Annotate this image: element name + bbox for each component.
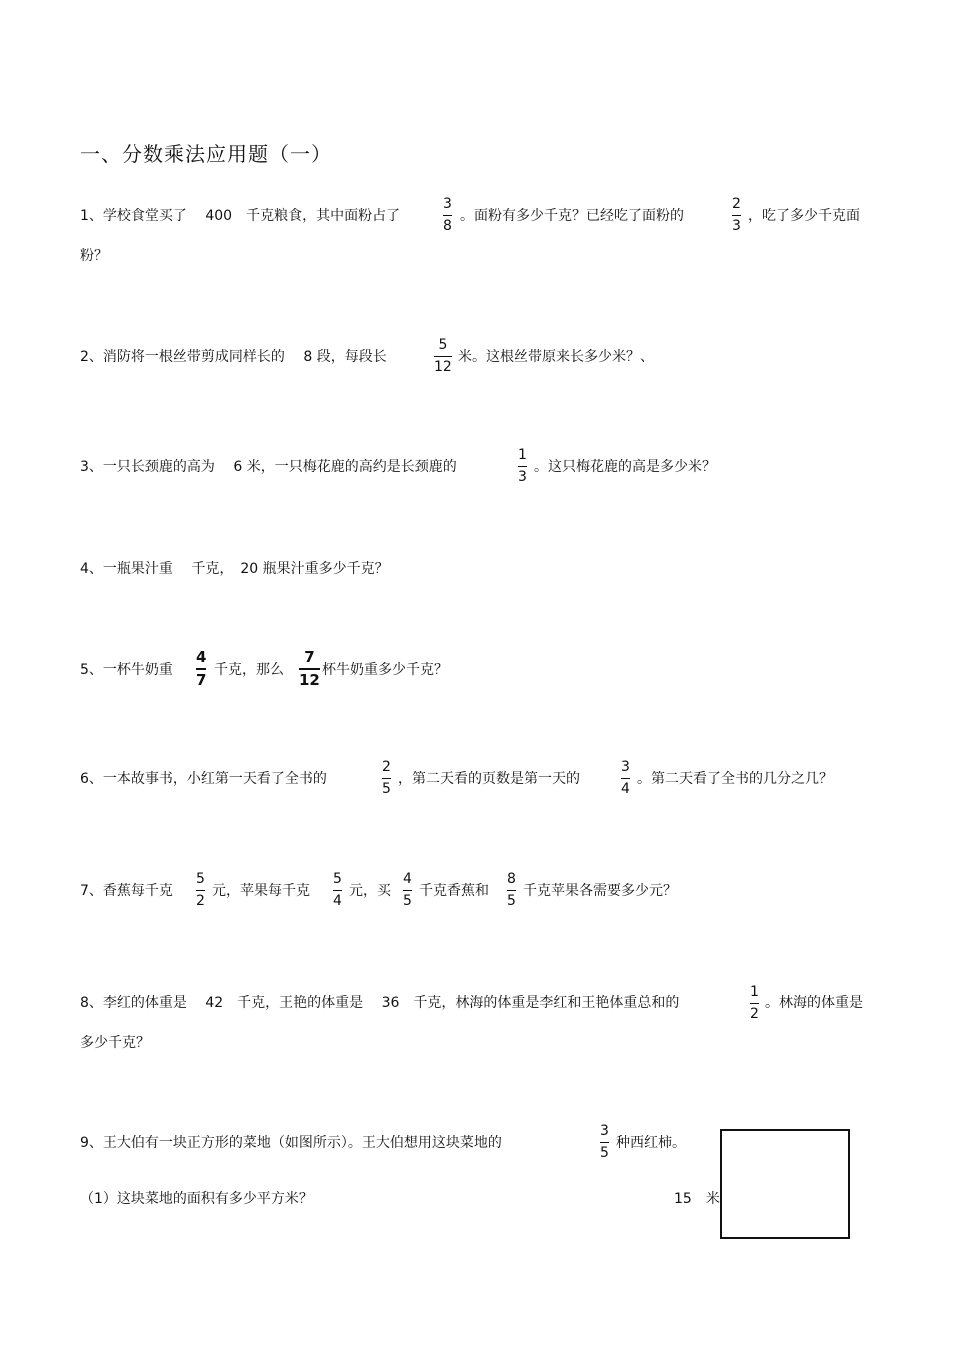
q7-text-d: 千克香蕉和 [419, 883, 489, 899]
q1-text-a: 1、学校食堂买了 400 千克粮食，其中面粉占了 [80, 208, 401, 224]
numerator: 5 [438, 337, 448, 353]
q3-text-a: 3、一只长颈鹿的高为 6 米，一只梅花鹿的高约是长颈鹿的 [80, 459, 457, 475]
numerator: 8 [507, 871, 516, 887]
fraction-bar [750, 1003, 759, 1004]
denominator: 3 [732, 218, 741, 234]
denominator: 2 [196, 893, 205, 909]
numerator: 3 [621, 759, 630, 775]
page-title: 一、分数乘法应用题（一） [80, 142, 332, 166]
fraction-bar [443, 215, 452, 216]
q6-text-b: ，第二天看的页数是第一天的 [398, 771, 580, 787]
q8-text-c: 多少千克？ [80, 1035, 150, 1051]
q7-text-b: 元，苹果每千克 [212, 883, 310, 899]
q8-fraction-1 [750, 983, 759, 1023]
q3-fraction-1 [518, 446, 527, 486]
q7-fraction-4 [507, 870, 516, 910]
q9-fraction-1 [600, 1122, 609, 1162]
denominator: 2 [750, 1006, 759, 1022]
fraction-bar [382, 778, 391, 779]
numerator: 1 [518, 447, 527, 463]
denominator: 8 [443, 218, 452, 234]
numerator: 4 [196, 648, 207, 666]
fraction-bar [196, 668, 206, 670]
q9-text-a: 9、王大伯有一块正方形的菜地（如图所示）。王大伯想用这块菜地的 [80, 1135, 502, 1151]
denominator: 12 [434, 359, 452, 375]
fraction-bar [600, 1142, 609, 1143]
q6-fraction-1 [382, 758, 391, 798]
fraction-bar [507, 890, 516, 891]
denominator: 5 [600, 1145, 609, 1161]
q7-text-c: 元，买 [349, 883, 391, 899]
vegetable-field-square [720, 1129, 850, 1239]
denominator: 3 [518, 469, 527, 485]
q8-text-a: 8、李红的体重是 42 千克，王艳的体重是 36 千克，林海的体重是李红和王艳体重总和的 [80, 995, 680, 1011]
square-side-label: 15 米 [674, 1191, 720, 1207]
q9-text-b: 种西红柿。 [616, 1135, 686, 1151]
denominator: 5 [382, 781, 391, 797]
q5-text-b: 千克，那么 [214, 662, 284, 678]
numerator: 4 [403, 871, 412, 887]
q1-fraction-1 [443, 195, 452, 235]
numerator: 5 [333, 871, 342, 887]
denominator: 5 [507, 893, 516, 909]
q2-text-b: 米。这根丝带原来长多少米？、 [458, 349, 654, 365]
q1-fraction-2 [732, 195, 741, 235]
numerator: 2 [382, 759, 391, 775]
q1-text-d: 粉？ [80, 248, 108, 264]
q1-text-c: ，吃了多少千克面 [748, 208, 860, 224]
denominator: 7 [196, 671, 207, 689]
q5-text-c: 杯牛奶重多少千克？ [322, 662, 448, 678]
q6-fraction-2 [621, 758, 630, 798]
fraction-bar [434, 356, 452, 357]
q9-subquestion-1: （1）这块菜地的面积有多少平方米？ [80, 1191, 313, 1207]
numerator: 5 [196, 871, 205, 887]
q2-text-a: 2、消防将一根丝带剪成同样长的 8 段，每段长 [80, 349, 387, 365]
q2-fraction-1 [434, 336, 452, 376]
fraction-bar [196, 890, 205, 891]
numerator: 3 [600, 1123, 609, 1139]
q7-text-a: 7、香蕉每千克 [80, 883, 173, 899]
numerator: 7 [304, 648, 315, 666]
q7-text-e: 千克苹果各需要多少元？ [523, 883, 677, 899]
q7-fraction-1 [196, 870, 205, 910]
q3-text-b: 。这只梅花鹿的高是多少米？ [534, 459, 716, 475]
numerator: 3 [443, 196, 452, 212]
q5-fraction-1 [196, 648, 206, 689]
fraction-bar [621, 778, 630, 779]
fraction-bar [403, 890, 412, 891]
denominator: 4 [333, 893, 342, 909]
numerator: 2 [732, 196, 741, 212]
q8-text-b: 。林海的体重是 [765, 995, 863, 1011]
q6-text-c: 。第二天看了全书的几分之几？ [637, 771, 833, 787]
numerator: 1 [750, 984, 759, 1000]
denominator: 5 [403, 893, 412, 909]
q5-text-a: 5、一杯牛奶重 [80, 662, 173, 678]
q6-text-a: 6、一本故事书，小红第一天看了全书的 [80, 771, 327, 787]
q5-fraction-2 [299, 648, 320, 689]
denominator: 4 [621, 781, 630, 797]
fraction-bar [299, 668, 320, 670]
q7-fraction-2 [333, 870, 342, 910]
q4-text-a: 4、一瓶果汁重 千克， 20 瓶果汁重多少千克？ [80, 561, 389, 577]
q7-fraction-3 [403, 870, 412, 910]
q1-text-b: 。面粉有多少千克？已经吃了面粉的 [460, 208, 684, 224]
fraction-bar [518, 466, 527, 467]
fraction-bar [333, 890, 342, 891]
fraction-bar [732, 215, 741, 216]
denominator: 12 [299, 671, 320, 689]
